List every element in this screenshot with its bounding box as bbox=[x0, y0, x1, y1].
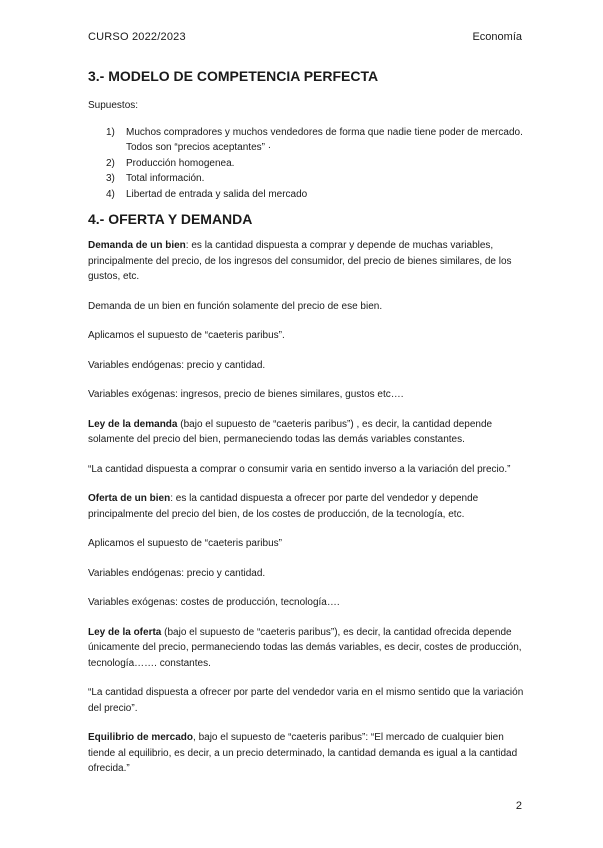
endogenous-demand: Variables endógenas: precio y cantidad. bbox=[88, 359, 266, 371]
list-text: Producción homogenea. bbox=[126, 157, 235, 169]
demand-definition bbox=[88, 238, 524, 285]
paragraph-text: : es la cantidad dispuesta a ofrecer por parte del vendedor y depende principalmente del precio del bien, de los costes de producción, de la tecnología, etc. bbox=[88, 493, 479, 520]
subject-header: Economía bbox=[472, 31, 522, 43]
assumptions-intro: Supuestos: bbox=[88, 100, 139, 111]
demand-quote: “La cantidad dispuesta a comprar o consumir varia en sentido inverso a la variación del precio.” bbox=[88, 463, 511, 475]
list-item bbox=[88, 125, 524, 156]
term-law-demand: Ley de la demanda bbox=[88, 418, 178, 430]
list-number: 3) bbox=[106, 173, 115, 184]
list-number: 4) bbox=[106, 188, 115, 200]
term-equilibrium: Equilibrio de mercado bbox=[88, 732, 194, 743]
list-number: 2) bbox=[106, 157, 115, 169]
page-content bbox=[88, 67, 524, 777]
term-law-supply: Ley de la oferta bbox=[88, 626, 162, 638]
supply-definition bbox=[88, 491, 524, 522]
paragraph-text: : es la cantidad dispuesta a comprar y depende de muchas variables, principalmente del precio, de los ingresos del consumidor, del precio de bienes similares, de los gustos, etc. bbox=[88, 240, 512, 282]
page-number: 2 bbox=[515, 800, 522, 812]
list-text: Libertad de entrada y salida del mercado bbox=[126, 188, 308, 200]
paragraph-text: , bajo el supuesto de “caeteris paribus”: “El mercado de cualquier bien tiende al equilibrio, es decir, a un precio determinado, la cantidad demanda es igual a la cantidad ofrecida.” bbox=[88, 732, 518, 774]
section-3-title: 3.- MODELO DE COMPETENCIA PERFECTA bbox=[88, 68, 379, 84]
ceteris-paribus-supply: Aplicamos el supuesto de “caeteris paribus” bbox=[88, 538, 282, 549]
list-text: Muchos compradores y muchos vendedores de forma que nadie tiene poder de mercado. Todos son “precios aceptantes” · bbox=[126, 126, 523, 153]
paragraph-text: (bajo el supuesto de “caeteris paribus”) , es decir, la cantidad depende solamente del precio del bien, permaneciendo todas las demás variables constantes. bbox=[88, 418, 493, 445]
law-of-supply bbox=[88, 625, 524, 672]
term-demand: Demanda de un bien bbox=[88, 240, 186, 251]
exogenous-demand: Variables exógenas: ingresos, precio de bienes similares, gustos etc…. bbox=[88, 389, 404, 400]
term-supply: Oferta de un bien bbox=[88, 493, 171, 504]
list-item bbox=[88, 156, 524, 172]
paragraph-text: (bajo el supuesto de “caeteris paribus”), es decir, la cantidad ofrecida depende únicamente del precio, permaneciendo todas las demás variables, es decir, costes de producción, tecnología……. constantes. bbox=[88, 626, 522, 669]
demand-price-only: Demanda de un bien en función solamente del precio de ese bien. bbox=[88, 300, 383, 312]
assumptions-list bbox=[88, 125, 524, 203]
list-number: 1) bbox=[106, 126, 115, 138]
course-header: CURSO 2022/2023 bbox=[88, 31, 186, 43]
list-item bbox=[88, 187, 524, 203]
section-4-title: 4.- OFERTA Y DEMANDA bbox=[88, 211, 253, 227]
list-item bbox=[88, 171, 524, 187]
market-equilibrium bbox=[88, 730, 524, 777]
supply-quote: “La cantidad dispuesta a ofrecer por parte del vendedor varia en el mismo sentido que la variación del precio”. bbox=[88, 687, 524, 714]
list-text: Total información. bbox=[126, 173, 205, 184]
exogenous-supply: Variables exógenas: costes de producción, tecnología…. bbox=[88, 597, 340, 608]
law-of-demand bbox=[88, 417, 524, 448]
ceteris-paribus-demand: Aplicamos el supuesto de “caeteris paribus”. bbox=[88, 330, 285, 341]
endogenous-supply: Variables endógenas: precio y cantidad. bbox=[88, 567, 266, 579]
